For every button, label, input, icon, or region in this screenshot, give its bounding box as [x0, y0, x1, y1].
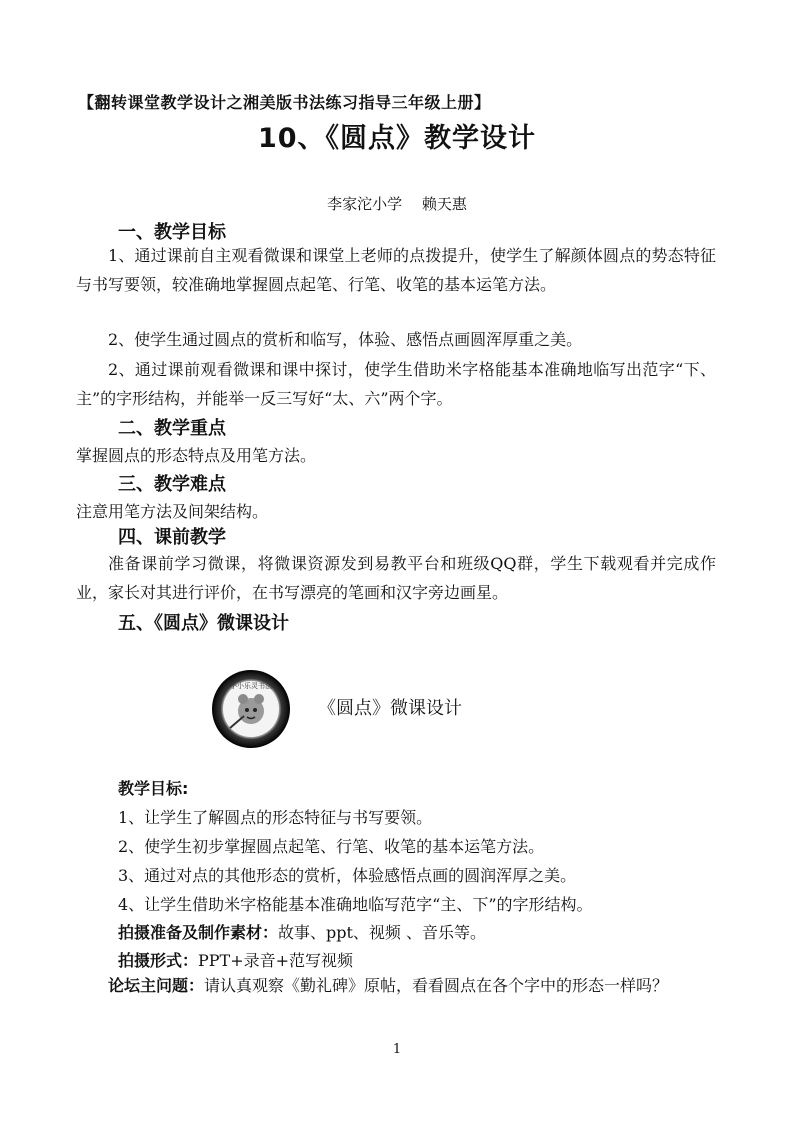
form-line: [118, 948, 353, 971]
section-heading-goals: 一、教学目标: [118, 222, 226, 243]
materials-value: 故事、ppt、视频 、音乐等。: [278, 923, 487, 942]
objective-item-2: 2、使学生初步掌握圆点起笔、行笔、收笔的基本运笔方法。: [118, 837, 545, 856]
form-value: PPT+录音+范写视频: [198, 951, 354, 970]
logo-text: 小小乐灵书法: [230, 682, 272, 690]
author-line: 李家沱小学 赖天惠: [327, 195, 467, 213]
cartoon-eye-right: [253, 708, 257, 712]
objective-item-3: 3、通过对点的其他形态的赏析，体验感悟点画的圆润浑厚之美。: [118, 866, 577, 885]
document-title: 10、《圆点》教学设计: [257, 123, 537, 154]
cartoon-ear-left: [238, 694, 248, 704]
materials-label: 拍摄准备及制作素材：: [118, 923, 279, 942]
cartoon-ear-right: [254, 694, 264, 704]
key-points-text: 掌握圆点的形态特点及用笔方法。: [76, 446, 317, 465]
section-heading-pre-class: 四、课前教学: [118, 527, 226, 548]
section-heading-difficulties: 三、教学难点: [118, 474, 226, 495]
forum-label: 论坛主问题：: [108, 976, 205, 995]
goal-item-2: 2、使学生通过圆点的赏析和临写，体验、感悟点画圆浑厚重之美。: [108, 330, 583, 349]
materials-line: [118, 920, 486, 943]
forum-question: [76, 971, 716, 1000]
section-heading-micro-course: 五、《圆点》微课设计: [118, 613, 289, 634]
calligraphy-logo: [210, 668, 292, 750]
section-heading-key-points: 二、教学重点: [118, 418, 226, 439]
objective-item-1: 1、让学生了解圆点的形态特征与书写要领。: [118, 808, 433, 827]
objective-item-4: 4、让学生借助米字格能基本准确地临写范字“主、下”的字形结构。: [118, 895, 593, 914]
difficulties-text: 注意用笔方法及间架结构。: [76, 502, 269, 521]
cartoon-eye-left: [245, 708, 249, 712]
series-header: 【翻转课堂教学设计之湘美版书法练习指导三年级上册】: [78, 93, 491, 112]
form-label: 拍摄形式：: [118, 951, 199, 970]
forum-value: 请认真观察《勤礼碑》原帖，看看圆点在各个字中的形态一样吗？: [204, 976, 669, 995]
pre-class-text: 准备课前学习微课，将微课资源发到易教平台和班级QQ群，学生下载观看并完成作业，家长对其进行评价，在书写漂亮的笔画和汉字旁边画星。: [76, 554, 716, 602]
objectives-label: 教学目标:: [118, 779, 189, 798]
goal-item-3: 2、通过课前观看微课和课中探讨，使学生借助米字格能基本准确地临写出范字“下、主”的字形结构，并能举一反三写好“太、六”两个字。: [76, 360, 716, 408]
page-number: 1: [392, 1042, 402, 1057]
goal-item-1: 1、通过课前自主观看微课和课堂上老师的点拨提升，使学生了解颜体圆点的势态特征与书写要领，较准确地掌握圆点起笔、行笔、收笔的基本运笔方法。: [76, 246, 716, 294]
micro-course-title: 《圆点》微课设计: [318, 698, 462, 719]
